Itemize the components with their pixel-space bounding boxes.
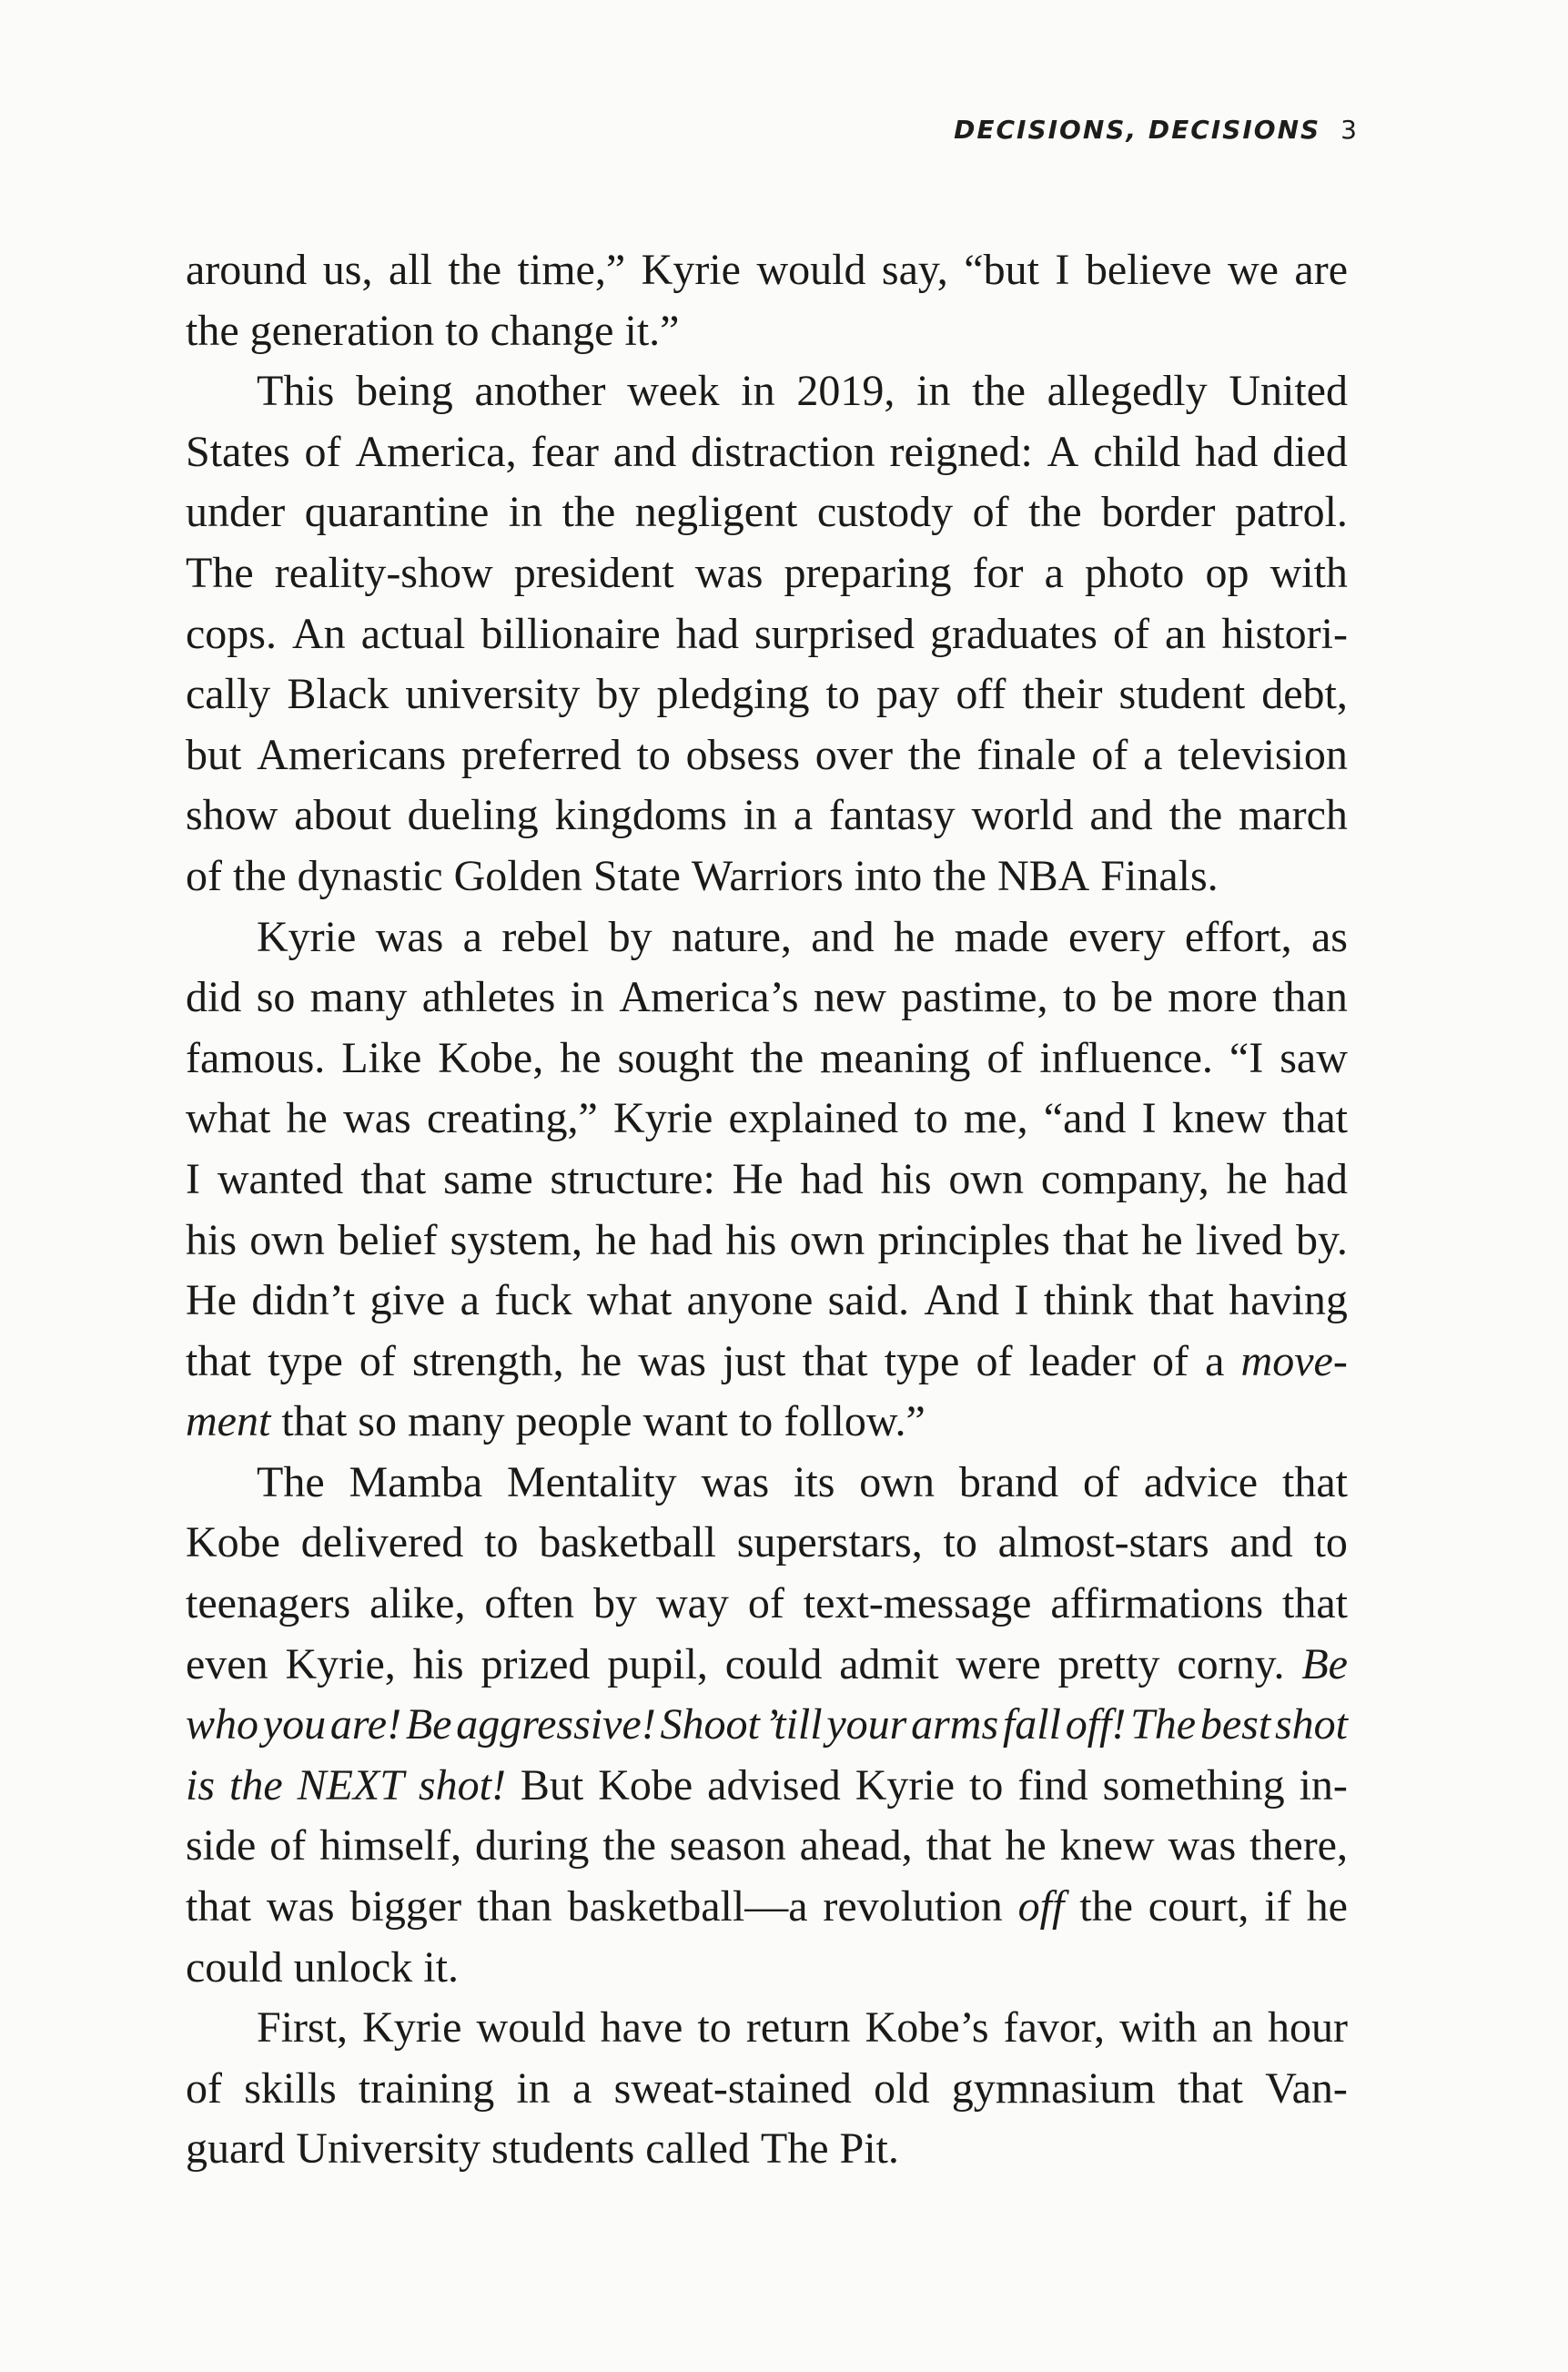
text-line: cops. An actual billionaire had surprised graduates of an histori- bbox=[186, 609, 1348, 658]
text-line: could unlock it. bbox=[186, 1942, 459, 1992]
text-line: ment that so many people want to follow.” bbox=[186, 1397, 926, 1446]
text-line: cally Black university by pledging to pay off their student debt, bbox=[186, 670, 1348, 719]
running-head bbox=[954, 112, 1357, 148]
text-line: of the dynastic Golden State Warriors into the NBA Finals. bbox=[186, 851, 1219, 900]
text-line: side of himself, during the season ahead, that he knew was there, bbox=[186, 1821, 1348, 1870]
text-line: guard University students called The Pit. bbox=[186, 2124, 899, 2174]
body-text bbox=[186, 240, 1348, 2180]
text-line: The Mamba Mentality was its own brand of advice that bbox=[257, 1457, 1348, 1506]
text-line: under quarantine in the negligent custody of the border patrol. bbox=[186, 488, 1348, 537]
text-line: He didn’t give a fuck what anyone said. And I think that having bbox=[186, 1276, 1348, 1325]
text-line: famous. Like Kobe, he sought the meaning of influence. “I saw bbox=[186, 1033, 1348, 1082]
text-line: his own belief system, he had his own principles that he lived by. bbox=[186, 1215, 1348, 1264]
text-line: what he was creating,” Kyrie explained to me, “and I knew that bbox=[186, 1094, 1348, 1143]
text-line: show about dueling kingdoms in a fantasy world and the march bbox=[186, 791, 1348, 840]
page-number: 3 bbox=[1340, 115, 1357, 145]
text-line: I wanted that same structure: He had his own company, he had bbox=[186, 1154, 1348, 1203]
text-line: the generation to change it.” bbox=[186, 306, 680, 355]
text-line: Kyrie was a rebel by nature, and he made every effort, as bbox=[257, 912, 1348, 961]
text-line: Kobe delivered to basketball superstars, to almost-stars and to bbox=[186, 1518, 1348, 1567]
text-line: that was bigger than basketball—a revolution off the court, if he bbox=[186, 1882, 1348, 1931]
text-line: that type of strength, he was just that type of leader of a move- bbox=[186, 1336, 1348, 1385]
text-line: This being another week in 2019, in the allegedly United bbox=[257, 367, 1348, 416]
text-line: of skills training in a sweat-stained old gymnasium that Van- bbox=[186, 2063, 1348, 2113]
running-head-title: DECISIONS, DECISIONS bbox=[954, 115, 1321, 145]
text-line: who you are! Be aggressive! Shoot ’till your arms fall off! The best shot bbox=[186, 1700, 1348, 1749]
text-line: States of America, fear and distraction reigned: A child had died bbox=[186, 427, 1348, 476]
text-line: teenagers alike, often by way of text-message affirmations that bbox=[186, 1579, 1348, 1628]
text-line: even Kyrie, his prized pupil, could admit were pretty corny. Be bbox=[186, 1639, 1348, 1688]
text-line: around us, all the time,” Kyrie would say, “but I believe we are bbox=[186, 246, 1348, 294]
text-line: The reality-show president was preparing for a photo op with bbox=[186, 548, 1348, 597]
text-line: is the NEXT shot! But Kobe advised Kyrie to find something in- bbox=[186, 1760, 1348, 1809]
text-line: First, Kyrie would have to return Kobe’s favor, with an hour bbox=[257, 2003, 1348, 2053]
text-line: did so many athletes in America’s new pastime, to be more than bbox=[186, 973, 1348, 1022]
text-line: but Americans preferred to obsess over the finale of a television bbox=[186, 730, 1348, 779]
